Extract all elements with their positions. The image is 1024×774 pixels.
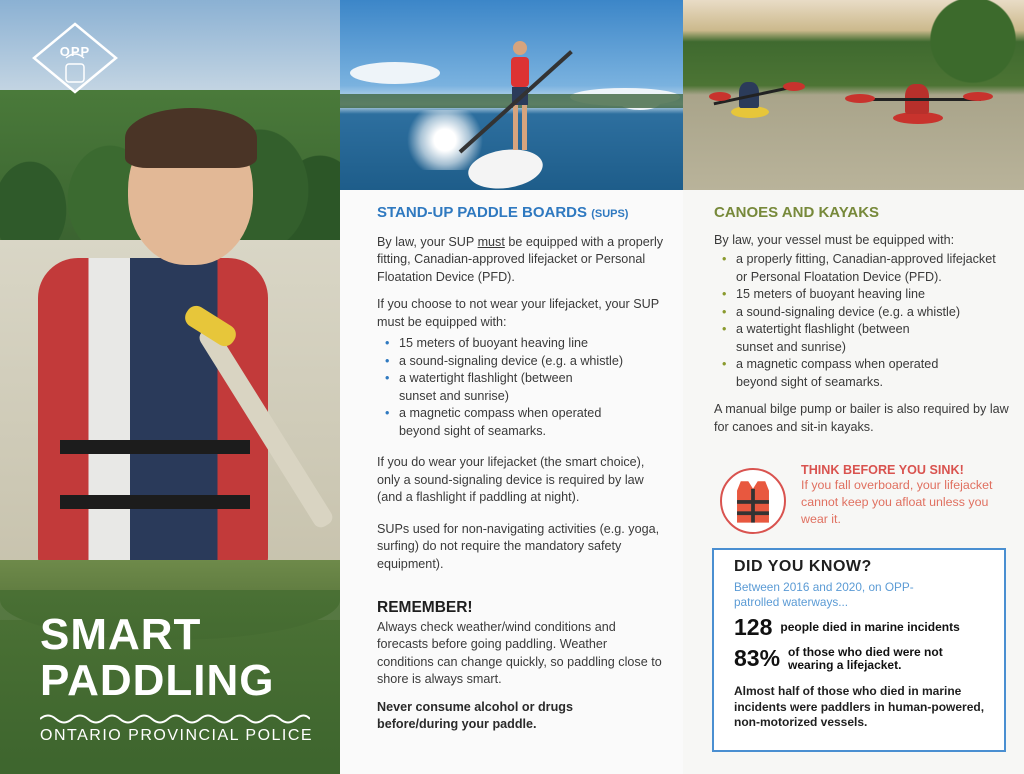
title-line-2: PADDLING [40, 656, 275, 705]
canoe-content [714, 204, 1010, 442]
boy-hair [125, 108, 257, 168]
dyk-heading: DID YOU KNOW? [734, 558, 872, 575]
list-item: • a watertight flashlight (between sunset and sunrise) [385, 370, 585, 405]
stat-deaths-label: people died in marine incidents [780, 620, 960, 634]
canoe-photo [683, 0, 1024, 190]
lifejacket-strap [60, 495, 250, 509]
dyk-subheading: Between 2016 and 2020, on OPP-patrolled waterways... [734, 580, 914, 609]
brochure-title [40, 612, 275, 704]
remember-text: Always check weather/wind conditions and forecasts before going paddling. Weather conditions can change quickly, so paddling close to shore is always smart. [377, 619, 662, 686]
list-item: • 15 meters of buoyant heaving line [722, 286, 1010, 304]
stat-no-lifejacket-label: of those who died were not wearing a lifejacket. [788, 644, 943, 672]
stat-no-lifejacket [734, 645, 988, 672]
canoe-equipment-list [722, 251, 1010, 391]
title-line-1: SMART [40, 610, 202, 659]
lifejacket-strap [60, 440, 250, 454]
list-item: • 15 meters of buoyant heaving line [385, 335, 667, 353]
list-item: • a sound-signaling device (e.g. a whistle) [722, 304, 1010, 322]
bilge-pump-note: A manual bilge pump or bailer is also required by law for canoes and sit-in kayaks. [714, 402, 1009, 434]
canoe-intro: By law, your vessel must be equipped with: [714, 232, 955, 247]
canoe-heading: CANOES AND KAYAKS [714, 204, 880, 221]
sup-equipment-list [385, 335, 667, 440]
sup-if-not-wear: If you choose to not wear your lifejacket, your SUP must be equipped with: [377, 297, 659, 329]
sup-content [377, 204, 667, 744]
sup-intro: By law, your SUP must be equipped with a properly fitting, Canadian-approved lifejacket or Personal Floatation Device (PFD). [377, 234, 664, 284]
list-item: • a watertight flashlight (between sunset and sunrise) [722, 321, 922, 356]
sup-photo [340, 0, 683, 190]
stat-deaths-number: 128 [734, 614, 773, 640]
opp-badge-text: OPP [59, 44, 91, 59]
stat-deaths [734, 614, 988, 641]
think-body: If you fall overboard, your lifejacket cannot keep you afloat unless you wear it. [801, 478, 993, 526]
remember-heading: REMEMBER! [377, 599, 473, 616]
wave-divider-icon [40, 712, 310, 726]
list-item: • a magnetic compass when operated beyond sight of seamarks. [385, 405, 625, 440]
list-item: • a properly fitting, Canadian-approved lifejacket or Personal Floatation Device (PFD). [722, 251, 1010, 286]
sup-non-navigating: SUPs used for non-navigating activities (e.g. yoga, surfing) do not require the mandatory safety equipment). [377, 521, 660, 571]
boy-lifejacket [38, 258, 268, 568]
think-callout [801, 463, 1001, 528]
alcohol-warning: Never consume alcohol or drugs before/during your paddle. [377, 699, 573, 731]
sup-heading: STAND-UP PADDLE BOARDS (SUPS) [377, 204, 629, 221]
stat-no-lifejacket-number: 83% [734, 645, 781, 671]
list-item: • a sound-signaling device (e.g. a whistle) [385, 353, 667, 371]
list-item: • a magnetic compass when operated beyond sight of seamarks. [722, 356, 972, 391]
dyk-footer: Almost half of those who died in marine incidents were paddlers in human-powered, non-motorized vessels. [734, 684, 985, 729]
organization-name: ONTARIO PROVINCIAL POLICE [40, 727, 314, 744]
cover-panel [0, 0, 340, 774]
did-you-know-box [712, 548, 1006, 752]
sup-if-wear: If you do wear your lifejacket (the smart choice), only a sound-signaling device is required by law (and a flashlight if paddling at night). [377, 455, 645, 504]
lifejacket-icon [720, 468, 786, 534]
sup-panel [340, 0, 683, 774]
think-heading: THINK BEFORE YOU SINK! [801, 463, 964, 477]
